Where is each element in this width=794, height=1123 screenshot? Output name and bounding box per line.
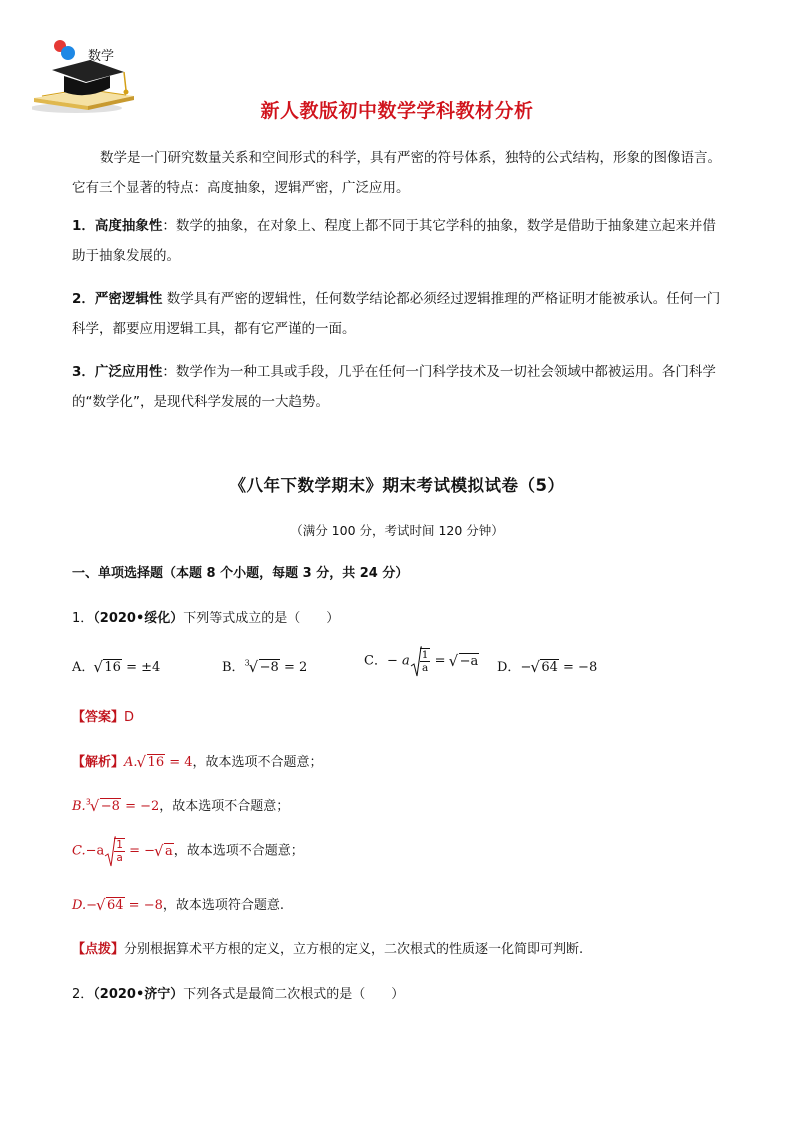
q1-option-a-radicand: 16 (104, 660, 121, 675)
analysis-tag: 【解析】 (72, 755, 125, 770)
feature-2-label: 2．严密逻辑性 (72, 291, 163, 307)
q1-answer (72, 706, 732, 725)
cube-root-symbol (91, 799, 121, 814)
analysis-c-comment: ，故本选项不合题意； (173, 843, 304, 859)
q1-option-c-den: a (421, 662, 429, 674)
q1-option-b-radicand: −8 (259, 660, 279, 675)
q1-source: （2020•绥化） (93, 611, 184, 626)
exam-title: 《八年下数学期末》期末考试模拟试卷（5） (229, 476, 565, 495)
sqrt-symbol (450, 654, 480, 669)
sqrt-symbol (97, 898, 125, 913)
q1-option-b (222, 656, 307, 675)
feature-3 (72, 357, 724, 417)
q1-option-c-num: 1 (421, 649, 429, 661)
q1-number: 1． (72, 611, 94, 626)
q1-stem: 下列等式成立的是（ ） (183, 611, 340, 626)
feature-2-text: 数学具有严密的逻辑性，任何数学结论都必须经过逻辑推理的严格证明才能被承认。任何一门科学，都要应用逻辑工具，都有它严谨的一面。 (72, 291, 721, 337)
analysis-d-label: D. (72, 898, 87, 913)
analysis-c-label: C. (72, 843, 86, 859)
sqrt-symbol (531, 660, 559, 675)
q1-analysis-c (72, 838, 732, 864)
analysis-b-rest: = −2 (120, 799, 160, 814)
feature-3-label: 3．广泛应用性 (72, 364, 163, 380)
q1-analysis-a (72, 751, 732, 770)
q1-option-b-rest: = 2 (279, 660, 308, 675)
logo-label: 数学 (88, 49, 115, 64)
analysis-b-index: 3 (85, 797, 91, 807)
hint-tag: 【点拨】 (72, 942, 125, 957)
analysis-c-num: 1 (116, 839, 123, 851)
q1-option-b-label: B． (222, 660, 245, 675)
analysis-c-radicand: a (165, 843, 173, 859)
q1-option-c-eq: = (430, 653, 450, 669)
question-1 (72, 607, 732, 626)
q1-option-a-label: A． (72, 660, 95, 675)
q1-option-c-minus: − (386, 653, 402, 669)
q1-option-c-coef: a (401, 653, 410, 669)
sqrt-symbol (155, 844, 174, 859)
analysis-a-comment: ，故本选项不合题意； (192, 755, 323, 770)
q1-analysis-d (72, 894, 732, 913)
analysis-a-radicand: 16 (147, 755, 165, 770)
big-sqrt-symbol (410, 648, 431, 674)
exam-subtitle: （满分 100 分，考试时间 120 分钟） (290, 523, 504, 538)
q1-option-d-label: D． (497, 660, 521, 675)
q2-source: （2020•济宁） (93, 987, 184, 1002)
q2-stem: 下列各式是最简二次根式的是（ ） (183, 987, 405, 1002)
feature-3-text: ：数学作为一种工具或手段，几乎在任何一门科学技术及一切社会领域中都被运用。各门科学的“数学化”，是现代科学发展的一大趋势。 (72, 364, 716, 410)
q1-option-b-index: 3 (244, 658, 250, 668)
q1-option-c (364, 648, 479, 674)
q1-option-a-rest: = ±4 (121, 660, 161, 675)
q1-option-d-radicand: 64 (541, 660, 558, 675)
hint-text: 分别根据算术平方根的定义，立方根的定义，二次根式的性质逐一化简即可判断. (124, 942, 584, 957)
q1-option-c-radicand: −a (459, 653, 479, 669)
q1-option-c-label: C． (364, 653, 387, 669)
section-heading: 一、单项选择题（本题 8 个小题，每题 3 分，共 24 分） (72, 566, 409, 581)
q2-number: 2． (72, 987, 94, 1002)
analysis-b-label: B. (72, 799, 86, 814)
q1-option-d-rest: = −8 (558, 660, 598, 675)
analysis-d-minus: − (86, 898, 97, 913)
answer-value: D (124, 710, 135, 725)
analysis-b-radicand: −8 (100, 799, 120, 814)
q1-analysis-b (72, 795, 732, 814)
feature-1 (72, 211, 724, 271)
feature-1-label: 1．高度抽象性 (72, 218, 163, 234)
analysis-d-comment: ，故本选项符合题意. (162, 898, 285, 913)
q1-option-d-minus: − (520, 660, 532, 675)
analysis-d-radicand: 64 (107, 898, 124, 913)
analysis-b-comment: ，故本选项不合题意； (159, 799, 290, 814)
analysis-c-den: a (116, 852, 123, 864)
big-sqrt-symbol (104, 838, 125, 864)
q1-option-d (497, 656, 597, 675)
analysis-a-rest: = 4 (165, 755, 193, 770)
cube-root-symbol (250, 660, 280, 675)
q1-hint (72, 938, 732, 957)
intro-paragraph: 数学是一门研究数量关系和空间形式的科学，具有严密的符号体系，独特的公式结构，形象的图像语言。它有三个显著的特点：高度抽象，逻辑严密，广泛应用。 (72, 150, 721, 196)
sqrt-symbol (138, 755, 166, 770)
question-2 (72, 983, 732, 1002)
feature-1-text: ：数学的抽象，在对象上、程度上都不同于其它学科的抽象，数学是借助于抽象建立起来并借助于抽象发展的。 (72, 218, 716, 264)
q1-option-a (72, 656, 160, 675)
feature-2 (72, 284, 724, 344)
analysis-d-rest: = −8 (124, 898, 163, 913)
analysis-c-eq: = − (124, 843, 156, 859)
page-title: 新人教版初中数学学科教材分析 (260, 100, 534, 122)
sqrt-symbol (94, 660, 122, 675)
analysis-a-label: A. (124, 755, 138, 770)
analysis-c-minus: −a (85, 843, 105, 859)
answer-tag: 【答案】 (72, 710, 125, 725)
